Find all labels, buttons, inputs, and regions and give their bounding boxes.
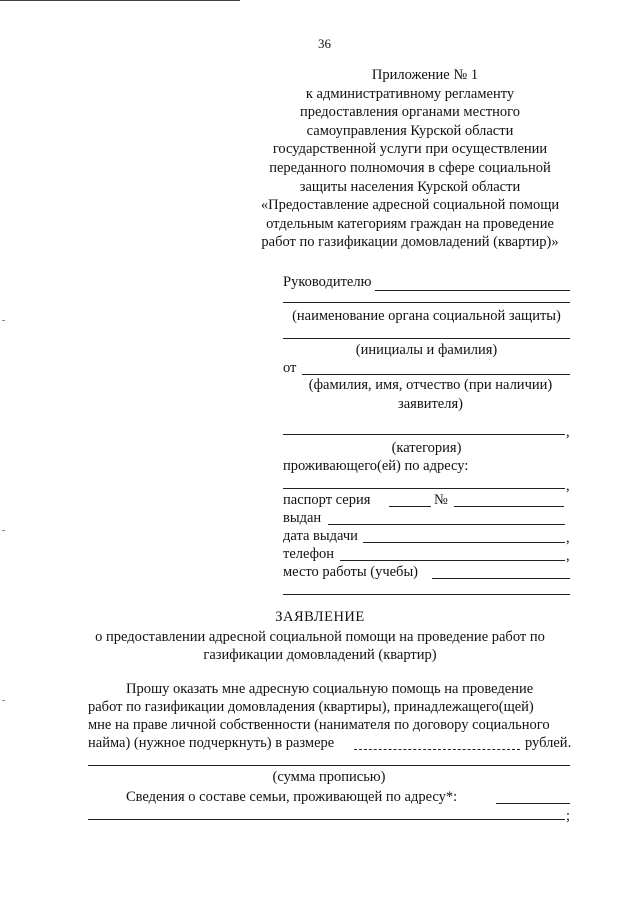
issued-label: выдан bbox=[283, 510, 322, 526]
appendix-line: защиты населения Курской области bbox=[299, 178, 521, 195]
amount-field[interactable] bbox=[354, 749, 520, 750]
org-caption: (наименование органа социальной защиты) bbox=[292, 308, 561, 324]
statement-body-line: мне на праве личной собственности (нанимателя по договору социального bbox=[88, 717, 550, 733]
statement-body-line: работ по газификации домовладения (квартиры), принадлежащего(щей) bbox=[88, 699, 534, 715]
appendix-line: «Предоставление адресной социальной помощи bbox=[260, 197, 560, 214]
passport-number-label: № bbox=[434, 492, 448, 508]
passport-series-field[interactable] bbox=[389, 506, 431, 507]
top-border-line bbox=[0, 0, 240, 1]
residing-label: проживающего(ей) по адресу: bbox=[283, 458, 469, 474]
appendix-line: отдельным категориям граждан на проведение bbox=[266, 215, 554, 232]
workplace-label: место работы (учебы) bbox=[283, 564, 419, 580]
rubles-label: рублей. bbox=[525, 735, 572, 751]
appendix-line: работ по газификации домовладений (квартир)» bbox=[261, 234, 559, 251]
comma: , bbox=[566, 424, 570, 440]
statement-subtitle: о предоставлении адресной социальной помощи на проведение работ по bbox=[95, 629, 545, 645]
statement-body-line: Прошу оказать мне адресную социальную помощь на проведение bbox=[126, 681, 534, 697]
initials-field[interactable] bbox=[283, 338, 570, 339]
appendix-line: государственной услуги при осуществлении bbox=[272, 141, 548, 158]
applicant-name-field[interactable] bbox=[302, 374, 570, 375]
applicant-caption: (фамилия, имя, отчество (при наличии) bbox=[308, 377, 553, 393]
family-label: Сведения о составе семьи, проживающей по адресу*: bbox=[126, 789, 458, 805]
sum-in-words-field[interactable] bbox=[88, 765, 570, 766]
issue-date-label: дата выдачи bbox=[283, 528, 358, 544]
category-field[interactable] bbox=[283, 434, 565, 435]
appendix-block bbox=[240, 66, 580, 252]
semicolon: ; bbox=[566, 808, 571, 824]
scan-edge-mark bbox=[2, 700, 5, 701]
head-name-field[interactable] bbox=[375, 290, 570, 291]
head-label: Руководителю bbox=[283, 274, 372, 290]
statement-body-line: найма) (нужное подчеркнуть) в размере bbox=[88, 735, 335, 751]
address-field[interactable] bbox=[283, 488, 565, 489]
workplace-field[interactable] bbox=[432, 578, 570, 579]
applicant-caption: заявителя) bbox=[398, 396, 463, 412]
issued-field[interactable] bbox=[328, 524, 565, 525]
scan-edge-mark bbox=[2, 320, 5, 321]
issue-date-field[interactable] bbox=[363, 542, 565, 543]
comma: , bbox=[566, 530, 570, 546]
page-number: 36 bbox=[318, 36, 331, 51]
statement-title: ЗАЯВЛЕНИЕ bbox=[275, 609, 365, 625]
sum-caption: (сумма прописью) bbox=[272, 769, 386, 785]
category-caption: (категория) bbox=[391, 440, 462, 456]
family-address-field[interactable] bbox=[496, 803, 570, 804]
passport-number-field[interactable] bbox=[454, 506, 564, 507]
appendix-title: Приложение № 1 bbox=[371, 67, 479, 83]
from-label: от bbox=[283, 360, 297, 376]
statement-subtitle: газификации домовладений (квартир) bbox=[203, 647, 437, 663]
workplace-extra-field[interactable] bbox=[283, 594, 570, 595]
initials-caption: (инициалы и фамилия) bbox=[355, 342, 498, 358]
appendix-line: самоуправления Курской области bbox=[306, 122, 514, 139]
family-address-extra-field[interactable] bbox=[88, 819, 565, 820]
appendix-line: переданного полномочия в сфере социальной bbox=[269, 159, 551, 176]
phone-label: телефон bbox=[283, 546, 335, 562]
scan-edge-mark bbox=[2, 530, 5, 531]
appendix-line: предоставления органами местного bbox=[300, 104, 520, 121]
org-name-field[interactable] bbox=[283, 302, 570, 303]
comma: , bbox=[566, 548, 570, 564]
comma: , bbox=[566, 478, 570, 494]
appendix-line: к административному регламенту bbox=[305, 85, 515, 102]
phone-field[interactable] bbox=[340, 560, 565, 561]
passport-label: паспорт серия bbox=[283, 492, 371, 508]
